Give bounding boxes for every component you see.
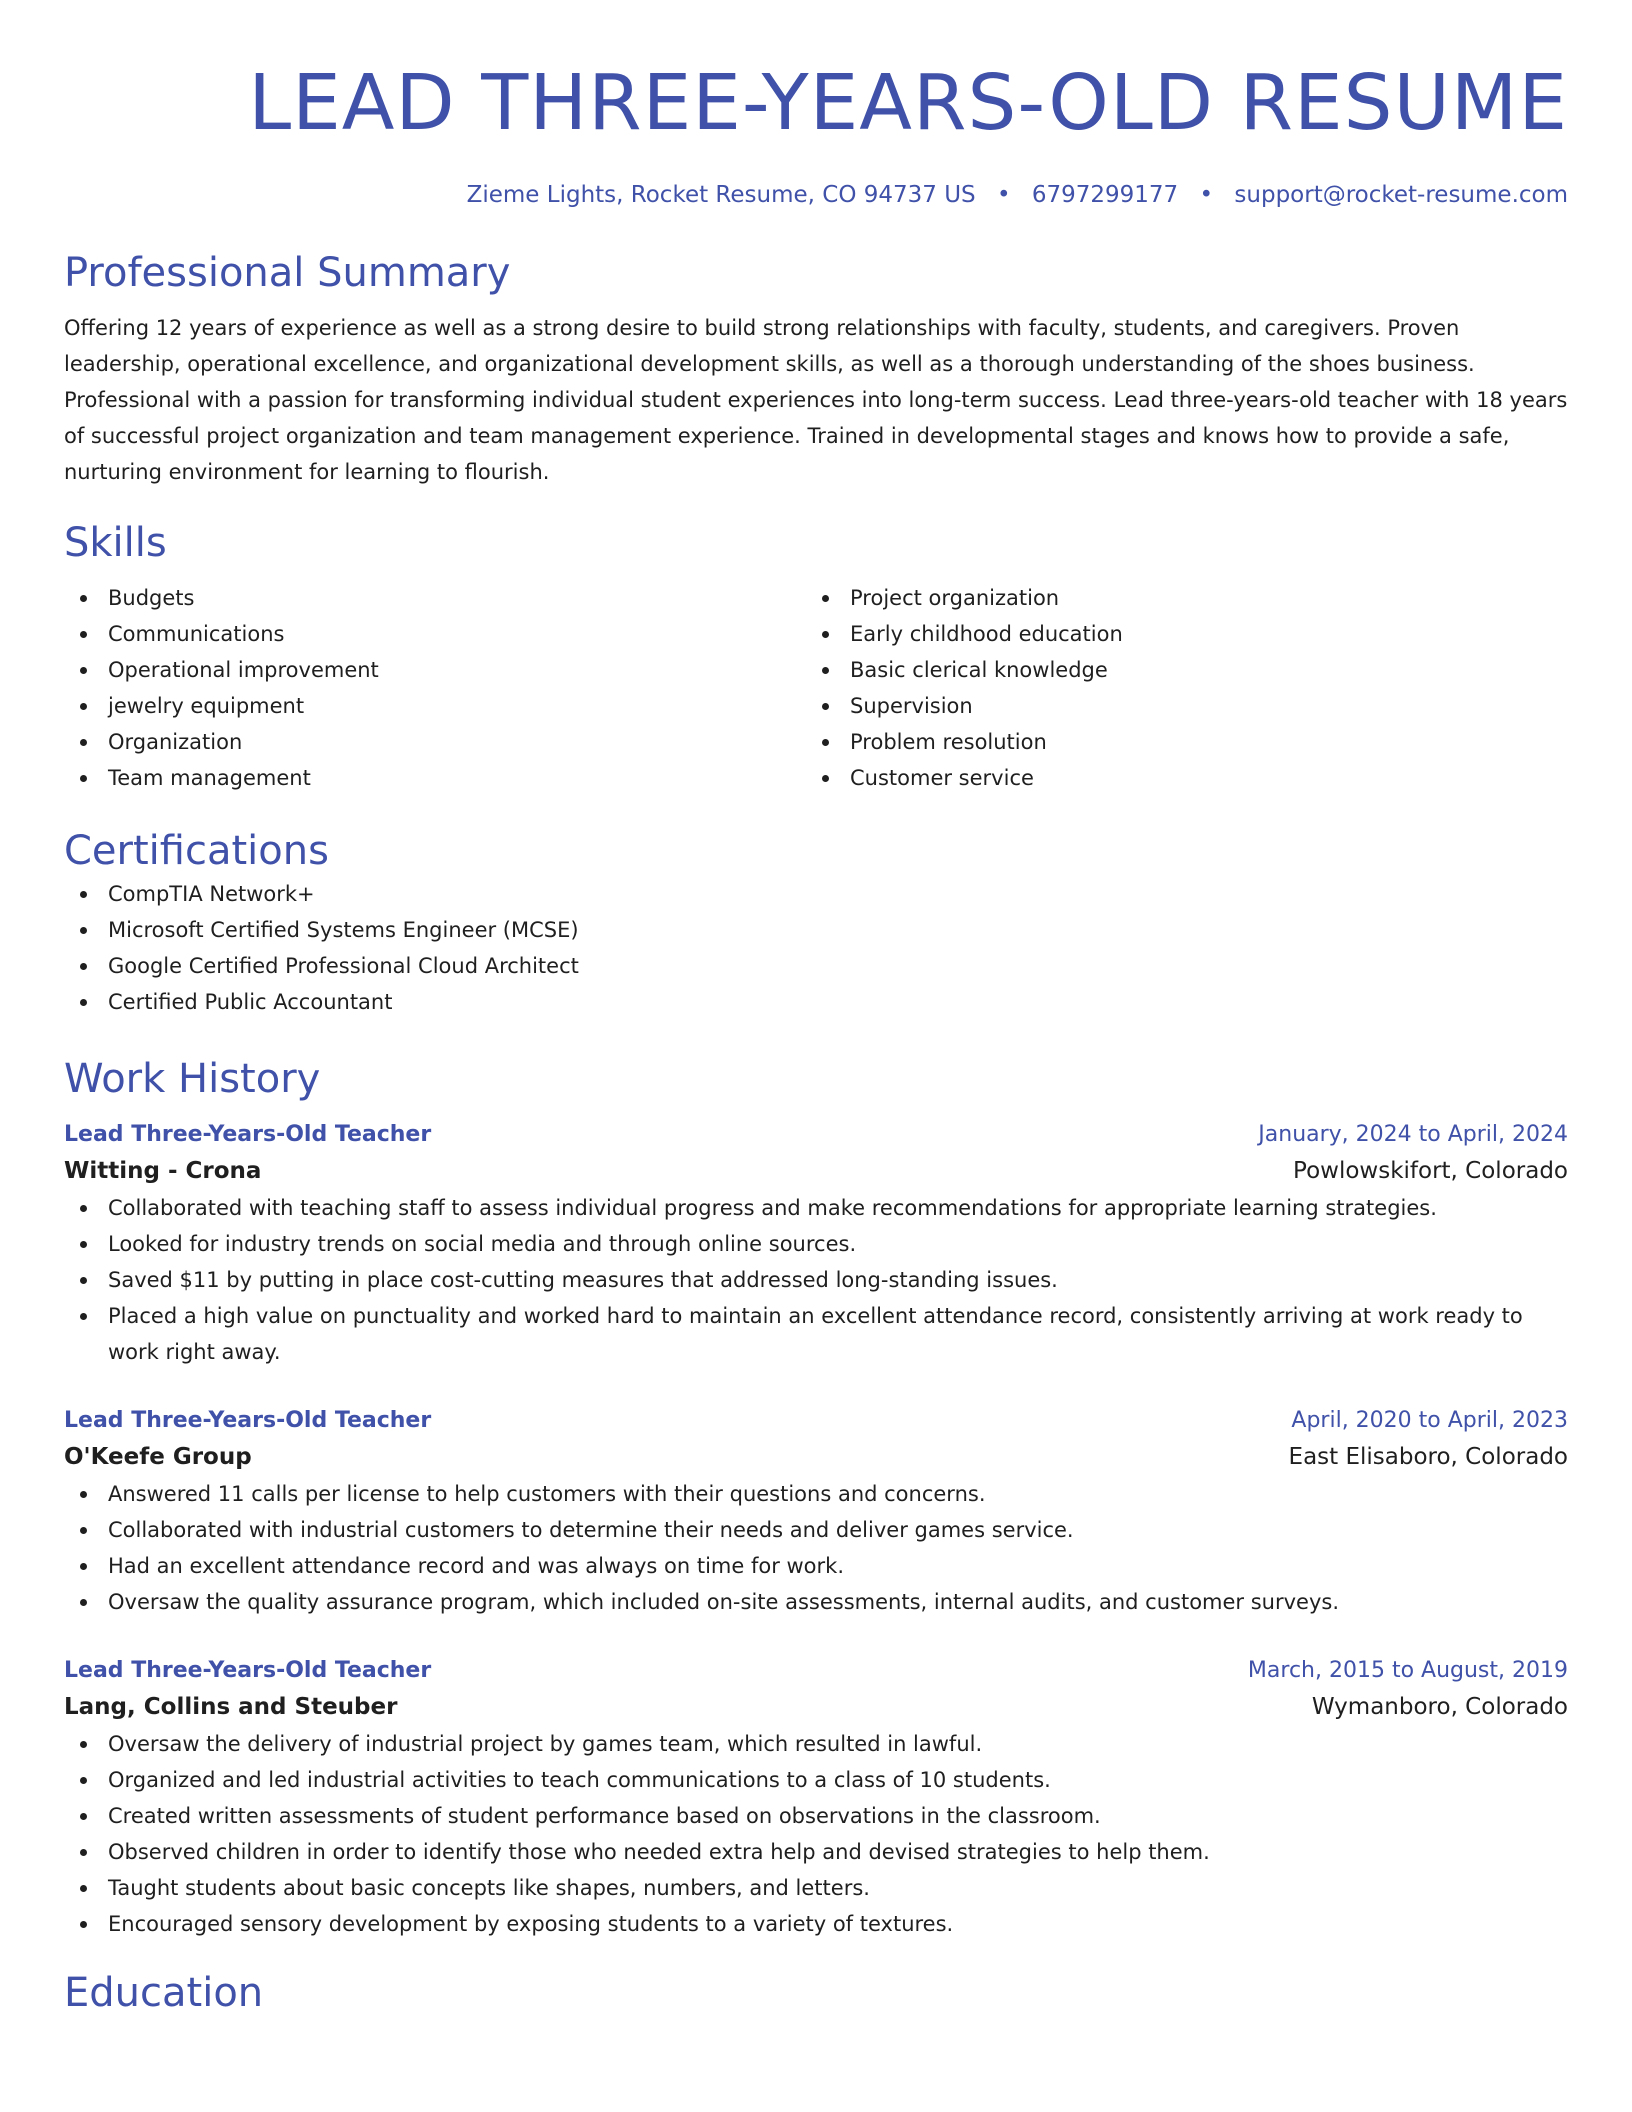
bullet-icon — [80, 963, 87, 970]
bullet-icon — [80, 595, 87, 602]
skill-item: Problem resolution — [806, 724, 1548, 760]
job-company: Lang, Collins and Steuber — [64, 1694, 398, 1720]
bullet-icon — [80, 1277, 87, 1284]
bullet-icon — [80, 739, 87, 746]
bullet-icon — [822, 739, 829, 746]
job-dates: January, 2024 to April, 2024 — [1258, 1122, 1568, 1147]
bullet-icon — [822, 595, 829, 602]
job-bullet: Looked for industry trends on social media and through online sources. — [64, 1226, 1568, 1262]
contact-separator: • — [996, 182, 1011, 208]
certification-item: Google Certified Professional Cloud Architect — [64, 948, 1568, 984]
job-company-row — [64, 1688, 1568, 1726]
skill-item: Operational improvement — [64, 652, 806, 688]
certification-item: Microsoft Certified Systems Engineer (MCSE) — [64, 912, 1568, 948]
skills-heading: Skills — [64, 520, 167, 566]
job-bullet: Oversaw the delivery of industrial project by games team, which resulted in lawful. — [64, 1726, 1568, 1762]
work-history-heading: Work History — [64, 1056, 321, 1102]
job-location: Powlowskifort, Colorado — [1293, 1158, 1568, 1184]
job-bullets — [64, 1726, 1568, 1942]
job-header-row — [64, 1654, 1568, 1688]
bullet-icon — [80, 1491, 87, 1498]
job-company-row — [64, 1438, 1568, 1476]
bullet-icon — [80, 775, 87, 782]
skill-item: Early childhood education — [806, 616, 1548, 652]
job-location: East Elisaboro, Colorado — [1288, 1444, 1568, 1470]
job-company-row — [64, 1152, 1568, 1190]
skill-item: Basic clerical knowledge — [806, 652, 1548, 688]
job-dates: April, 2020 to April, 2023 — [1291, 1408, 1568, 1433]
bullet-icon — [80, 667, 87, 674]
skills-grid — [64, 580, 1568, 796]
skills-list-right — [806, 580, 1548, 796]
job-bullets — [64, 1190, 1568, 1370]
bullet-icon — [80, 1205, 87, 1212]
job-bullet: Answered 11 calls per license to help customers with their questions and concerns. — [64, 1476, 1568, 1512]
bullet-icon — [80, 1527, 87, 1534]
skill-item: Communications — [64, 616, 806, 652]
job-bullet: Collaborated with industrial customers to determine their needs and deliver games service. — [64, 1512, 1568, 1548]
job-bullet: Oversaw the quality assurance program, which included on-site assessments, internal audits, and customer surveys. — [64, 1584, 1568, 1620]
bullet-icon — [80, 1885, 87, 1892]
skills-column-right — [806, 580, 1548, 796]
contact-separator: • — [1199, 182, 1214, 208]
job-bullet: Taught students about basic concepts like shapes, numbers, and letters. — [64, 1870, 1568, 1906]
job-title: Lead Three-Years-Old Teacher — [64, 1122, 432, 1147]
job-dates: March, 2015 to August, 2019 — [1247, 1658, 1568, 1683]
education-heading: Education — [64, 1970, 264, 2016]
resume-title: LEAD THREE-YEARS-OLD RESUME — [248, 59, 1568, 148]
job-header-row — [64, 1118, 1568, 1152]
bullet-icon — [80, 1563, 87, 1570]
bullet-icon — [80, 631, 87, 638]
job-bullet: Created written assessments of student performance based on observations in the classroom. — [64, 1798, 1568, 1834]
certification-item: CompTIA Network+ — [64, 876, 1568, 912]
bullet-icon — [80, 1777, 87, 1784]
bullet-icon — [80, 1241, 87, 1248]
job-entry — [64, 1654, 1568, 1942]
job-bullet: Collaborated with teaching staff to assess individual progress and make recommendations for appropriate learning strategies. — [64, 1190, 1568, 1226]
skill-item: Supervision — [806, 688, 1548, 724]
skill-item: Organization — [64, 724, 806, 760]
bullet-icon — [80, 891, 87, 898]
bullet-icon — [822, 775, 829, 782]
certifications-list — [64, 876, 1568, 1020]
job-entry — [64, 1404, 1568, 1620]
bullet-icon — [822, 703, 829, 710]
summary-text: Offering 12 years of experience as well as a strong desire to build strong relationships with faculty, students, and caregivers. Proven leadership, operational excellence, and organizational development skills, as well as a thorough understanding of the shoes business. Professional with a passion for transforming individual student experiences into long-term success. Lead three-years-old teacher with 18 years of successful project organization and team management experience. Trained in developmental stages and knows how to provide a safe, nurturing environment for learning to flourish. — [64, 316, 1568, 484]
bullet-icon — [80, 927, 87, 934]
contact-line — [64, 180, 1568, 210]
skill-item: jewelry equipment — [64, 688, 806, 724]
contact-address: Zieme Lights, Rocket Resume, CO 94737 US — [466, 182, 976, 208]
bullet-icon — [822, 667, 829, 674]
contact-email[interactable]: support@rocket-resume.com — [1234, 182, 1568, 208]
job-location: Wymanboro, Colorado — [1311, 1694, 1568, 1720]
job-title: Lead Three-Years-Old Teacher — [64, 1658, 432, 1683]
certifications-heading: Certifications — [64, 828, 329, 874]
summary-heading: Professional Summary — [64, 250, 511, 296]
skill-item: Budgets — [64, 580, 806, 616]
skills-list-left — [64, 580, 806, 796]
bullet-icon — [80, 1849, 87, 1856]
bullet-icon — [80, 999, 87, 1006]
job-bullet: Saved $11 by putting in place cost-cutting measures that addressed long-standing issues. — [64, 1262, 1568, 1298]
certification-item: Certified Public Accountant — [64, 984, 1568, 1020]
job-bullet: Organized and led industrial activities to teach communications to a class of 10 students. — [64, 1762, 1568, 1798]
job-company: O'Keefe Group — [64, 1444, 252, 1470]
contact-phone: 6797299177 — [1031, 182, 1179, 208]
skill-item: Team management — [64, 760, 806, 796]
job-bullet: Observed children in order to identify those who needed extra help and devised strategies to help them. — [64, 1834, 1568, 1870]
job-header-row — [64, 1404, 1568, 1438]
skill-item: Project organization — [806, 580, 1548, 616]
job-bullets — [64, 1476, 1568, 1620]
job-company: Witting - Crona — [64, 1158, 262, 1184]
job-bullet: Had an excellent attendance record and was always on time for work. — [64, 1548, 1568, 1584]
bullet-icon — [80, 1813, 87, 1820]
skill-item: Customer service — [806, 760, 1548, 796]
bullet-icon — [80, 1599, 87, 1606]
bullet-icon — [80, 703, 87, 710]
skills-column-left — [64, 580, 806, 796]
job-bullet: Placed a high value on punctuality and worked hard to maintain an excellent attendance record, consistently arriving at work ready to work right away. — [64, 1298, 1568, 1370]
job-title: Lead Three-Years-Old Teacher — [64, 1408, 432, 1433]
resume-page — [64, 0, 1568, 2018]
bullet-icon — [822, 631, 829, 638]
bullet-icon — [80, 1741, 87, 1748]
job-bullet: Encouraged sensory development by exposing students to a variety of textures. — [64, 1906, 1568, 1942]
bullet-icon — [80, 1313, 87, 1320]
bullet-icon — [80, 1921, 87, 1928]
job-entry — [64, 1118, 1568, 1370]
